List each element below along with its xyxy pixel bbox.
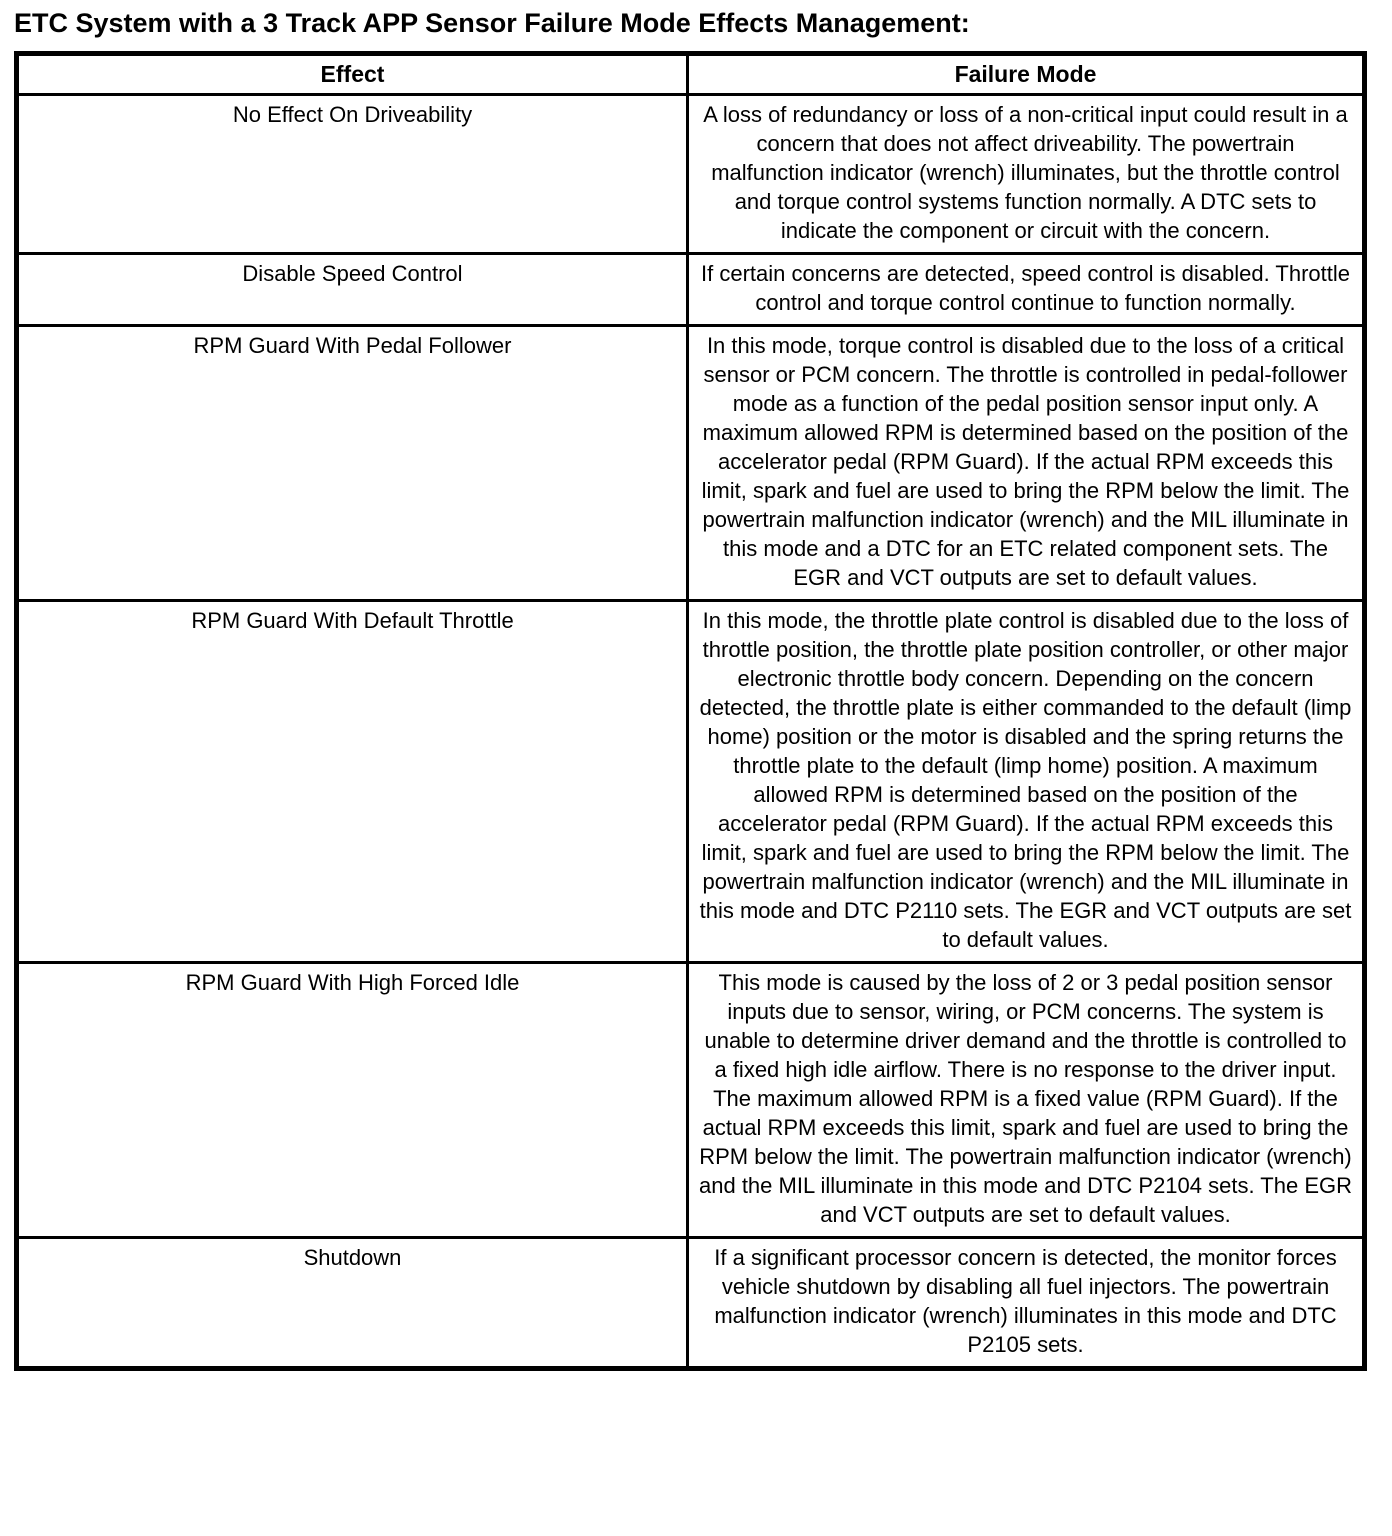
- table-row: [17, 963, 1365, 1238]
- failure-mode-cell: If a significant processor concern is detected, the monitor forces vehicle shutdown by disabling all fuel injectors. The powertrain malfunction indicator (wrench) illuminates in this mode and DTC P2105 sets.: [688, 1238, 1365, 1369]
- table-row: [17, 1238, 1365, 1369]
- failure-mode-cell: This mode is caused by the loss of 2 or 3 pedal position sensor inputs due to sensor, wiring, or PCM concerns. The system is unable to determine driver demand and the throttle is controlled to a fixed high idle airflow. There is no response to the driver input. The maximum allowed RPM is a fixed value (RPM Guard). If the actual RPM exceeds this limit, spark and fuel are used to bring the RPM below the limit. The powertrain malfunction indicator (wrench) and the MIL illuminate in this mode and DTC P2104 sets. The EGR and VCT outputs are set to default values.: [688, 963, 1365, 1238]
- effect-cell: Shutdown: [17, 1238, 688, 1369]
- failure-mode-cell: If certain concerns are detected, speed control is disabled. Throttle control and torque control continue to function normally.: [688, 254, 1365, 326]
- failure-mode-cell: In this mode, torque control is disabled due to the loss of a critical sensor or PCM concern. The throttle is controlled in pedal-follower mode as a function of the pedal position sensor input only. A maximum allowed RPM is determined based on the position of the accelerator pedal (RPM Guard). If the actual RPM exceeds this limit, spark and fuel are used to bring the RPM below the limit. The powertrain malfunction indicator (wrench) and the MIL illuminate in this mode and a DTC for an ETC related component sets. The EGR and VCT outputs are set to default values.: [688, 326, 1365, 601]
- table-row: [17, 326, 1365, 601]
- effect-cell: RPM Guard With High Forced Idle: [17, 963, 688, 1238]
- table-header-row: [17, 54, 1365, 95]
- effect-cell: RPM Guard With Default Throttle: [17, 601, 688, 963]
- table-row: [17, 601, 1365, 963]
- failure-mode-cell: In this mode, the throttle plate control is disabled due to the loss of throttle position, the throttle plate position controller, or other major electronic throttle body concern. Depending on the concern detected, the throttle plate is either commanded to the default (limp home) position or the motor is disabled and the spring returns the throttle plate to the default (limp home) position. A maximum allowed RPM is determined based on the position of the accelerator pedal (RPM Guard). If the actual RPM exceeds this limit, spark and fuel are used to bring the RPM below the limit. The powertrain malfunction indicator (wrench) and the MIL illuminate in this mode and DTC P2110 sets. The EGR and VCT outputs are set to default values.: [688, 601, 1365, 963]
- effect-cell: No Effect On Driveability: [17, 95, 688, 254]
- table-row: [17, 254, 1365, 326]
- table-header-effect: Effect: [17, 54, 688, 95]
- page-title: ETC System with a 3 Track APP Sensor Failure Mode Effects Management:: [14, 8, 970, 38]
- table-row: [17, 95, 1365, 254]
- failure-mode-effects-table: [14, 51, 1367, 1371]
- effect-cell: RPM Guard With Pedal Follower: [17, 326, 688, 601]
- failure-mode-cell: A loss of redundancy or loss of a non-critical input could result in a concern that does not affect driveability. The powertrain malfunction indicator (wrench) illuminates, but the throttle control and torque control systems function normally. A DTC sets to indicate the component or circuit with the concern.: [688, 95, 1365, 254]
- table-header-failure-mode: Failure Mode: [688, 54, 1365, 95]
- effect-cell: Disable Speed Control: [17, 254, 688, 326]
